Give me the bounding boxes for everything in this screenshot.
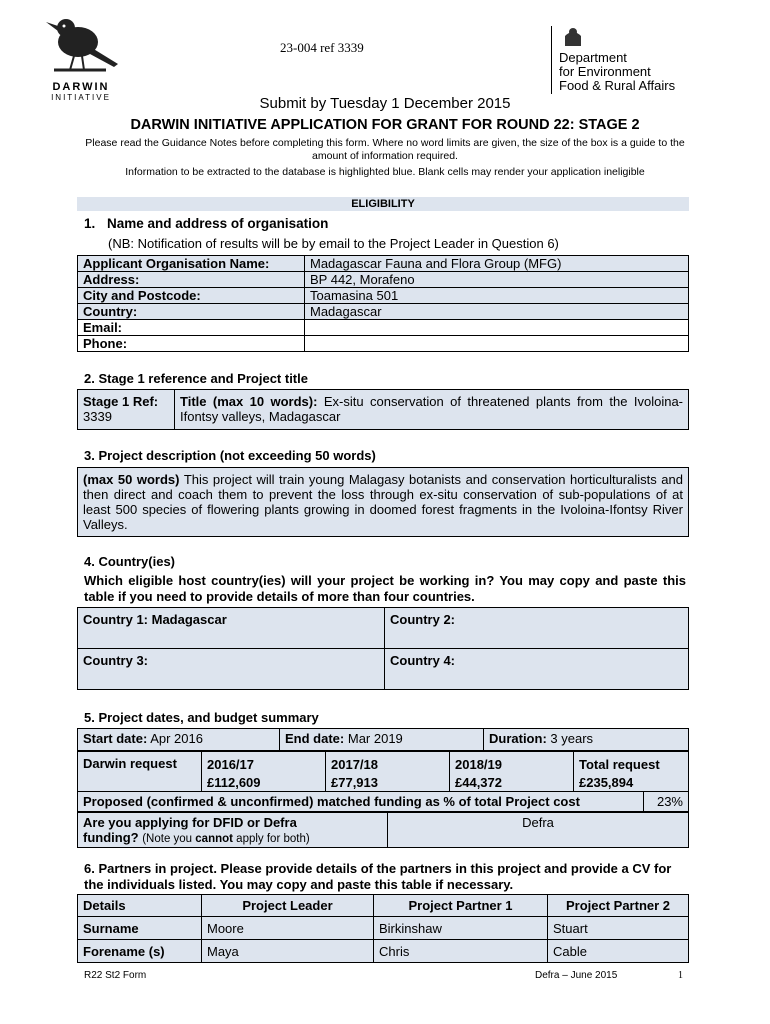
year-2-amount: £77,913 <box>331 775 378 790</box>
eligibility-banner <box>77 197 689 211</box>
reference-number: 23-004 ref 3339 <box>280 40 364 55</box>
budget-table <box>77 751 689 793</box>
country-2-cell[interactable]: Country 2: <box>385 608 689 649</box>
countries-table <box>77 607 689 690</box>
year-1-cell[interactable] <box>202 752 326 793</box>
table-row <box>78 320 689 336</box>
org-value[interactable] <box>305 336 689 352</box>
matched-funding-label: Proposed (confirmed & unconfirmed) matched funding as % of total Project cost <box>78 792 644 812</box>
table-row <box>78 729 689 751</box>
footer-left: R22 St2 Form <box>84 970 147 981</box>
year-2-label: 2017/18 <box>331 757 378 772</box>
org-label: Applicant Organisation Name: <box>78 256 305 272</box>
country-1-cell[interactable]: Country 1: Madagascar <box>78 608 385 649</box>
end-date-value: Mar 2019 <box>347 731 403 746</box>
submit-line: Submit by Tuesday 1 December 2015 <box>259 95 511 112</box>
q6-title: 6. Partners in project. Please provide details of the partners in this project and provide a CV for the individuals listed. You may copy and paste this table if necessary. <box>84 861 672 892</box>
matched-funding-value[interactable]: 23% <box>644 792 689 812</box>
project-title-value: Ex-situ conservation of threatened plants from the Ivoloina-Ifontsy valleys, Madagascar <box>180 394 684 424</box>
partners-header-leader: Project Leader <box>202 895 374 917</box>
dates-table <box>77 728 689 751</box>
org-value[interactable] <box>305 320 689 336</box>
project-title-cell[interactable] <box>175 390 689 430</box>
start-date-label: Start date: <box>83 731 148 746</box>
table-row <box>78 917 689 940</box>
page-number: 1 <box>678 970 683 981</box>
logo-subtext: INITIATIVE <box>51 93 111 102</box>
dfid-defra-label-2: funding? <box>83 830 139 845</box>
q1-note: (NB: Notification of results will be by email to the Project Leader in Question 6) <box>108 236 559 251</box>
start-date-value: Apr 2016 <box>150 731 203 746</box>
stage1-ref-cell[interactable] <box>78 390 175 430</box>
partners-header-partner1: Project Partner 1 <box>374 895 548 917</box>
table-row <box>78 256 689 272</box>
project-description-cell[interactable] <box>78 468 689 537</box>
q3-title: 3. Project description (not exceeding 50 words) <box>84 448 376 463</box>
partner1-forename[interactable]: Chris <box>374 940 548 963</box>
surname-label: Surname <box>78 917 202 940</box>
year-1-amount: £112,609 <box>207 775 261 790</box>
q1-heading <box>84 216 328 231</box>
year-2-cell[interactable] <box>326 752 450 793</box>
dept-line-2: for Environment <box>559 64 651 79</box>
bird-icon <box>40 12 122 76</box>
eligibility-heading: ELIGIBILITY <box>351 198 415 210</box>
partner1-surname[interactable]: Birkinshaw <box>374 917 548 940</box>
total-request-value: £235,894 <box>579 775 634 790</box>
logo-divider <box>551 26 552 94</box>
q1-number: 1. <box>84 216 96 231</box>
country-3-cell[interactable]: Country 3: <box>78 649 385 690</box>
end-date-label: End date: <box>285 731 345 746</box>
dfid-defra-label-1: Are you applying for DFID or Defra <box>83 815 297 830</box>
project-title-label: Title (max 10 words): <box>180 394 318 409</box>
start-date-cell[interactable] <box>78 729 280 751</box>
end-date-cell[interactable] <box>280 729 484 751</box>
table-row <box>78 649 689 690</box>
info-note: Information to be extracted to the database is highlighted blue. Blank cells may render your application ineligible <box>125 166 645 178</box>
table-row <box>78 813 689 848</box>
country-4-cell[interactable]: Country 4: <box>385 649 689 690</box>
partners-header-partner2: Project Partner 2 <box>548 895 689 917</box>
q2-table <box>77 389 689 430</box>
logo-text: DARWIN <box>52 81 110 93</box>
note-part-a: (Note you <box>142 833 196 845</box>
darwin-request-label: Darwin request <box>78 752 202 793</box>
partners-table <box>77 894 689 963</box>
leader-surname[interactable]: Moore <box>202 917 374 940</box>
org-value[interactable]: Madagascar <box>305 304 689 320</box>
note-part-c: apply for both) <box>232 833 310 845</box>
total-request-label: Total request <box>579 757 660 772</box>
note-part-b: cannot <box>195 833 233 845</box>
dfid-defra-table <box>77 812 689 848</box>
dfid-defra-note <box>142 833 309 845</box>
dept-line-3: Food & Rural Affairs <box>559 78 676 93</box>
year-3-label: 2018/19 <box>455 757 502 772</box>
duration-label: Duration: <box>489 731 547 746</box>
crest-icon <box>561 26 585 48</box>
year-3-cell[interactable] <box>450 752 574 793</box>
darwin-logo <box>40 12 122 102</box>
table-row <box>78 468 689 537</box>
table-row <box>78 608 689 649</box>
org-value[interactable]: Madagascar Fauna and Flora Group (MFG) <box>305 256 689 272</box>
partner2-forename[interactable]: Cable <box>548 940 689 963</box>
org-label: Phone: <box>78 336 305 352</box>
org-value[interactable]: BP 442, Morafeno <box>305 272 689 288</box>
org-label: Country: <box>78 304 305 320</box>
org-value[interactable]: Toamasina 501 <box>305 288 689 304</box>
partners-header-details: Details <box>78 895 202 917</box>
dept-line-1: Department <box>559 50 627 65</box>
matched-funding-table <box>77 791 689 812</box>
table-row <box>78 752 689 793</box>
dfid-defra-label-line2 <box>83 830 382 847</box>
forename-label: Forename (s) <box>78 940 202 963</box>
footer-right: Defra – June 2015 <box>535 970 618 981</box>
description-label: (max 50 words) <box>83 472 180 487</box>
year-1-label: 2016/17 <box>207 757 254 772</box>
org-label: City and Postcode: <box>78 288 305 304</box>
partner2-surname[interactable]: Stuart <box>548 917 689 940</box>
table-row <box>78 940 689 963</box>
table-row <box>78 895 689 917</box>
q5-title: 5. Project dates, and budget summary <box>84 710 319 725</box>
description-text: This project will train young Malagasy botanists and conservation horticulturalists and then direct and coach them to prevent the loss through ex-situ conservation of sub-populations of at least 500 species of flowering plants growing in doomed forest fragments in the Ivoloina-Ifontsy River Valleys. <box>83 472 683 532</box>
q3-table <box>77 467 689 537</box>
org-table <box>77 255 689 352</box>
year-3-amount: £44,372 <box>455 775 502 790</box>
dfid-defra-label-cell <box>78 813 388 848</box>
table-row <box>78 336 689 352</box>
table-row <box>78 288 689 304</box>
table-row <box>78 390 689 430</box>
q2-title: 2. Stage 1 reference and Project title <box>84 371 308 386</box>
duration-cell[interactable] <box>484 729 689 751</box>
table-row <box>78 792 689 812</box>
total-request-cell[interactable] <box>574 752 689 793</box>
q4-title: 4. Country(ies) <box>84 554 176 569</box>
table-row <box>78 304 689 320</box>
dfid-defra-value[interactable]: Defra <box>388 813 689 848</box>
q4-question: Which eligible host country(ies) will your project be working in? You may copy and paste this table if you need to provide details of more than four countries. <box>84 573 686 604</box>
table-row <box>78 272 689 288</box>
org-label: Email: <box>78 320 305 336</box>
leader-forename[interactable]: Maya <box>202 940 374 963</box>
q1-title: Name and address of organisation <box>107 216 329 231</box>
defra-logo <box>551 26 711 96</box>
stage1-ref-value: 3339 <box>83 409 112 424</box>
guidance-text: Please read the Guidance Notes before completing this form. Where no word limits are given, the size of the box is a guide to the amount of information required. <box>85 137 685 162</box>
duration-value: 3 years <box>550 731 594 746</box>
form-title: DARWIN INITIATIVE APPLICATION FOR GRANT FOR ROUND 22: STAGE 2 <box>130 117 640 133</box>
org-label: Address: <box>78 272 305 288</box>
stage1-ref-label: Stage 1 Ref: <box>83 394 159 409</box>
